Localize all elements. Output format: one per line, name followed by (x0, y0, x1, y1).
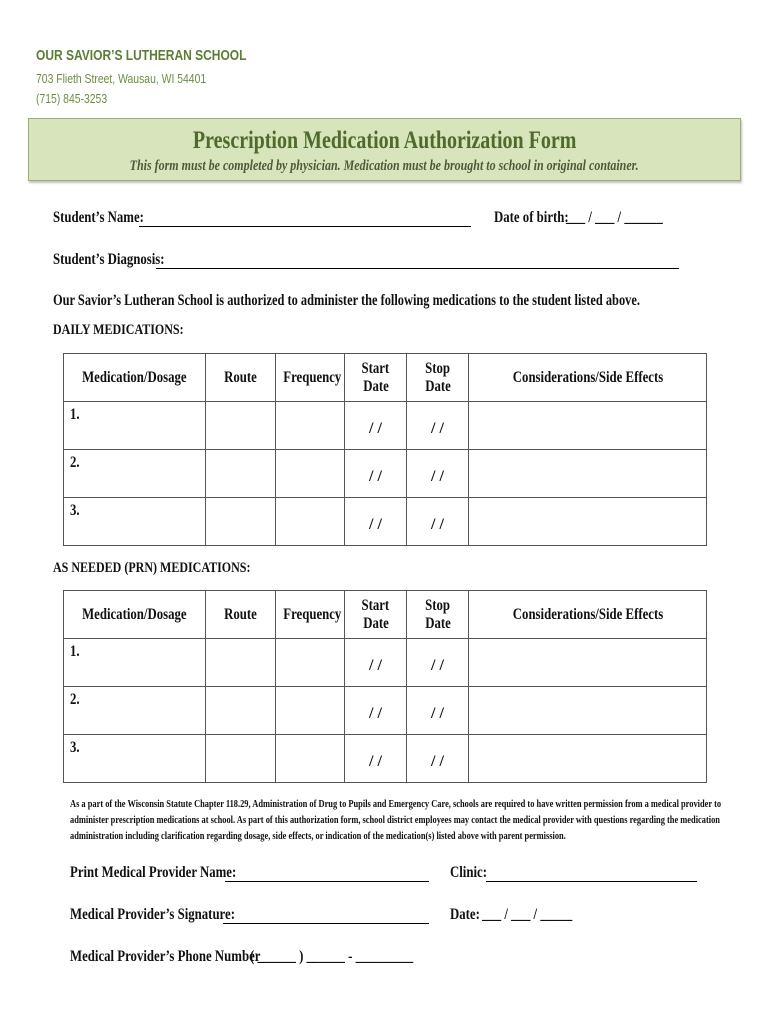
date-field[interactable]: ___ / ___ / _____ (482, 906, 573, 923)
dob-field[interactable]: ___ / ___ / ______ (566, 209, 663, 226)
daily-medications-heading: DAILY MEDICATIONS: (53, 322, 184, 338)
col-stop-date: Stop Date (407, 591, 469, 639)
medication-cell[interactable]: 1. (64, 639, 206, 687)
prn-medications-table (63, 590, 707, 783)
col-frequency: Frequency (276, 354, 345, 402)
footnote-line: As a part of the Wisconsin Statute Chapter 118.29, Administration of Drug to Pupils and Emergency Care, schools are required to have written permission from a medical provider to (70, 799, 722, 810)
table-row (64, 498, 707, 546)
table-row (64, 639, 707, 687)
stop-date-cell[interactable]: / / (407, 735, 469, 783)
col-start-date: Start Date (345, 591, 407, 639)
student-name-field[interactable] (139, 226, 471, 227)
provider-name-label: Print Medical Provider Name: (70, 864, 237, 881)
clinic-field[interactable] (486, 881, 697, 882)
start-date-cell[interactable]: / / (345, 639, 407, 687)
medication-cell[interactable]: 2. (64, 450, 206, 498)
dob-label: Date of birth: (494, 209, 569, 226)
col-route: Route (206, 591, 276, 639)
considerations-cell[interactable] (469, 450, 707, 498)
start-date-cell[interactable]: / / (345, 450, 407, 498)
frequency-cell[interactable] (276, 735, 345, 783)
col-frequency: Frequency (276, 591, 345, 639)
frequency-cell[interactable] (276, 639, 345, 687)
table-row (64, 687, 707, 735)
school-phone: (715) 845-3253 (36, 91, 108, 106)
col-considerations: Considerations/Side Effects (469, 591, 707, 639)
daily-medications-table (63, 353, 707, 546)
signature-field[interactable] (223, 923, 429, 924)
route-cell[interactable] (206, 450, 276, 498)
col-route: Route (206, 354, 276, 402)
stop-date-cell[interactable]: / / (407, 687, 469, 735)
considerations-cell[interactable] (469, 402, 707, 450)
diagnosis-label: Student’s Diagnosis: (53, 251, 165, 268)
frequency-cell[interactable] (276, 498, 345, 546)
school-address: 703 Flieth Street, Wausau, WI 54401 (36, 71, 207, 86)
table-row (64, 402, 707, 450)
table-header-row (64, 354, 707, 402)
medication-cell[interactable]: 2. (64, 687, 206, 735)
start-date-cell[interactable]: / / (345, 498, 407, 546)
medication-cell[interactable]: 3. (64, 498, 206, 546)
date-label: Date: (450, 906, 480, 923)
stop-date-cell[interactable]: / / (407, 402, 469, 450)
col-considerations: Considerations/Side Effects (469, 354, 707, 402)
student-name-label: Student’s Name: (53, 209, 144, 226)
frequency-cell[interactable] (276, 450, 345, 498)
table-row (64, 735, 707, 783)
form-title-banner (28, 118, 741, 181)
frequency-cell[interactable] (276, 687, 345, 735)
start-date-cell[interactable]: / / (345, 402, 407, 450)
start-date-cell[interactable]: / / (345, 735, 407, 783)
stop-date-cell[interactable]: / / (407, 498, 469, 546)
provider-name-field[interactable] (225, 881, 429, 882)
school-name: OUR SAVIOR’S LUTHERAN SCHOOL (36, 47, 247, 64)
route-cell[interactable] (206, 402, 276, 450)
col-start-date: Start Date (345, 354, 407, 402)
phone-label: Medical Provider’s Phone Number (70, 948, 261, 965)
frequency-cell[interactable] (276, 402, 345, 450)
phone-field[interactable]: ( ______ ) ______ - _________ (250, 948, 414, 965)
col-stop-date: Stop Date (407, 354, 469, 402)
col-medication-dosage: Medication/Dosage (64, 354, 206, 402)
footnote-line: administer prescription medications at school. As part of this authorization form, school district employees may contact the medical provider with questions regarding the medication (70, 815, 720, 826)
considerations-cell[interactable] (469, 687, 707, 735)
table-row (64, 450, 707, 498)
statute-footnote (70, 797, 722, 845)
clinic-label: Clinic: (450, 864, 487, 881)
medication-cell[interactable]: 3. (64, 735, 206, 783)
form-subtitle: This form must be completed by physician. Medication must be brought to school in original container. (129, 158, 640, 174)
authorization-statement: Our Savior’s Lutheran School is authorized to administer the following medications to the student listed above. (53, 292, 640, 309)
start-date-cell[interactable]: / / (345, 687, 407, 735)
stop-date-cell[interactable]: / / (407, 450, 469, 498)
table-header-row (64, 591, 707, 639)
diagnosis-field[interactable] (156, 268, 679, 269)
footnote-line: administration including clarification regarding dosage, side effects, or indication of the medication(s) listed above with parent permission. (70, 831, 566, 842)
col-medication-dosage: Medication/Dosage (64, 591, 206, 639)
considerations-cell[interactable] (469, 735, 707, 783)
prn-medications-heading: AS NEEDED (PRN) MEDICATIONS: (53, 560, 251, 576)
signature-label: Medical Provider’s Signature: (70, 906, 235, 923)
form-title: Prescription Medication Authorization Form (192, 127, 577, 154)
route-cell[interactable] (206, 639, 276, 687)
route-cell[interactable] (206, 735, 276, 783)
medication-cell[interactable]: 1. (64, 402, 206, 450)
considerations-cell[interactable] (469, 498, 707, 546)
route-cell[interactable] (206, 687, 276, 735)
route-cell[interactable] (206, 498, 276, 546)
stop-date-cell[interactable]: / / (407, 639, 469, 687)
considerations-cell[interactable] (469, 639, 707, 687)
